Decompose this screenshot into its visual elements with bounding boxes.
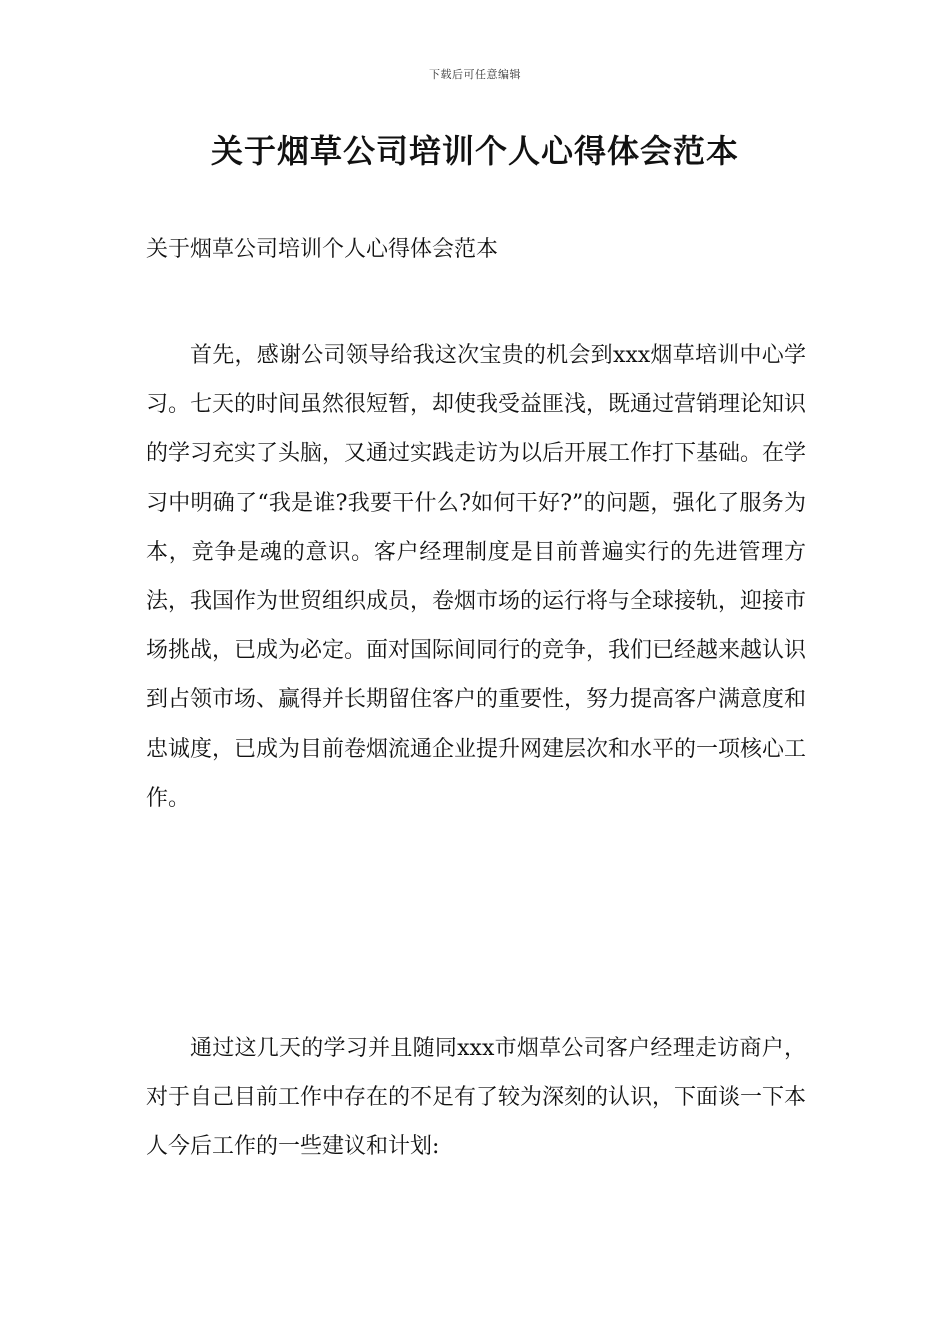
- header-note: 下载后可任意编辑: [429, 68, 521, 81]
- body-paragraph-2: 通过这几天的学习并且随同xxx市烟草公司客户经理走访商户，对于自己目前工作中存在的不足有了较为深刻的认识，下面谈一下本人今后工作的一些建议和计划:: [146, 1036, 807, 1160]
- document-subtitle: 关于烟草公司培训个人心得体会范本: [146, 237, 499, 262]
- body-paragraph-1: 首先，感谢公司领导给我这次宝贵的机会到xxx烟草培训中心学习。七天的时间虽然很短暂，却使我受益匪浅，既通过营销理论知识的学习充实了头脑，又通过实践走访为以后开展工作打下基础。在学习中明确了“我是谁?我要干什么?如何干好?”的问题，强化了服务为本，竞争是魂的意识。客户经理制度是目前普遍实行的先进管理方法，我国作为世贸组织成员，卷烟市场的运行将与全球接轨，迎接市场挑战，已成为必定。面对国际间同行的竞争，我们已经越来越认识到占领市场、赢得并长期留住客户的重要性，努力提高客户满意度和忠诚度，已成为目前卷烟流通企业提升网建层次和水平的一项核心工作。: [146, 343, 807, 811]
- document-title: 关于烟草公司培训个人心得体会范本: [210, 132, 739, 170]
